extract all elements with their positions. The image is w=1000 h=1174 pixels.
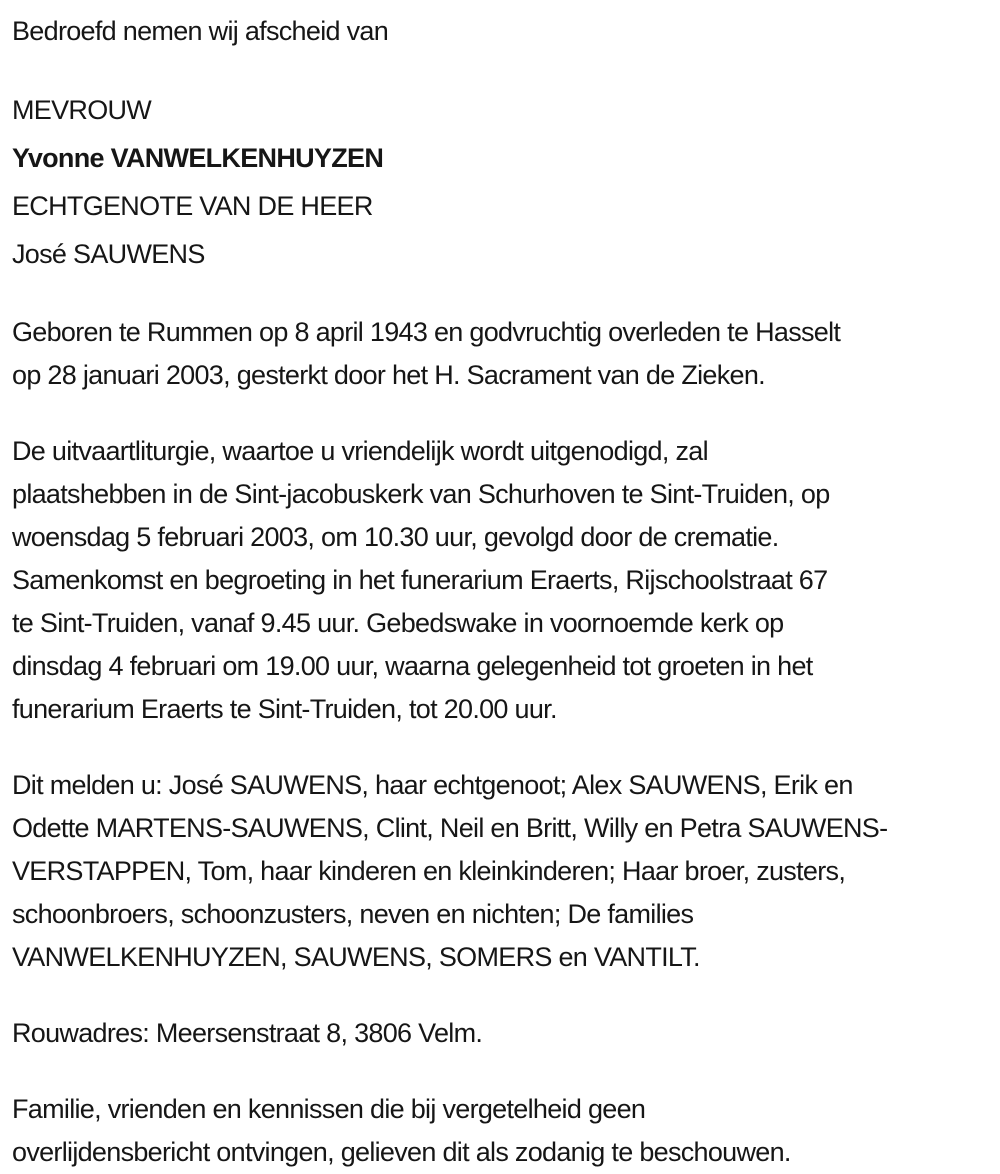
service-line: woensdag 5 februari 2003, om 10.30 uur, gevolgd door de crematie. [12,522,779,552]
life-dates-line: op 28 januari 2003, gesterkt door het H. Sacrament van de Zieken. [12,360,765,390]
service-line: De uitvaartliturgie, waartoe u vriendelijk wordt uitgenodigd, zal [12,436,708,466]
intro-line: Bedroefd nemen wij afscheid van [12,16,389,46]
relation-line: ECHTGENOTE VAN DE HEER [12,191,373,221]
mourning-address: Rouwadres: Meersenstraat 8, 3806 Velm. [12,1018,483,1048]
closing-line: Familie, vrienden en kennissen die bij vergetelheid geen [12,1094,646,1124]
life-dates-paragraph [12,311,988,397]
family-line: Odette MARTENS-SAUWENS, Clint, Neil en Britt, Willy en Petra SAUWENS- [12,813,888,843]
deceased-name: Yvonne VANWELKENHUYZEN [12,143,384,173]
service-line: Samenkomst en begroeting in het funerarium Eraerts, Rijschoolstraat 67 [12,565,828,595]
service-paragraph [12,430,988,731]
service-line: dinsdag 4 februari om 19.00 uur, waarna gelegenheid tot groeten in het [12,651,813,681]
closing-paragraph [12,1088,988,1174]
intro-paragraph [12,10,988,53]
salutation: MEVROUW [12,95,152,125]
mourning-address-paragraph [12,1012,988,1055]
service-line: funerarium Eraerts te Sint-Truiden, tot 20.00 uur. [12,694,557,724]
family-line: Dit melden u: José SAUWENS, haar echtgenoot; Alex SAUWENS, Erik en [12,770,853,800]
service-line: te Sint-Truiden, vanaf 9.45 uur. Gebedswake in voornoemde kerk op [12,608,784,638]
service-line: plaatshebben in de Sint-jacobuskerk van Schurhoven te Sint-Truiden, op [12,479,830,509]
family-line: schoonbroers, schoonzusters, neven en nichten; De families [12,899,694,929]
family-paragraph [12,764,988,979]
closing-line: overlijdensbericht ontvingen, gelieven dit als zodanig te beschouwen. [12,1137,791,1167]
family-line: VERSTAPPEN, Tom, haar kinderen en kleinkinderen; Haar broer, zusters, [12,856,846,886]
life-dates-line: Geboren te Rummen op 8 april 1943 en godvruchtig overleden te Hasselt [12,317,841,347]
spouse-name: José SAUWENS [12,239,205,269]
family-line: VANWELKENHUYZEN, SAUWENS, SOMERS en VANTILT. [12,942,700,972]
deceased-header [12,86,988,278]
